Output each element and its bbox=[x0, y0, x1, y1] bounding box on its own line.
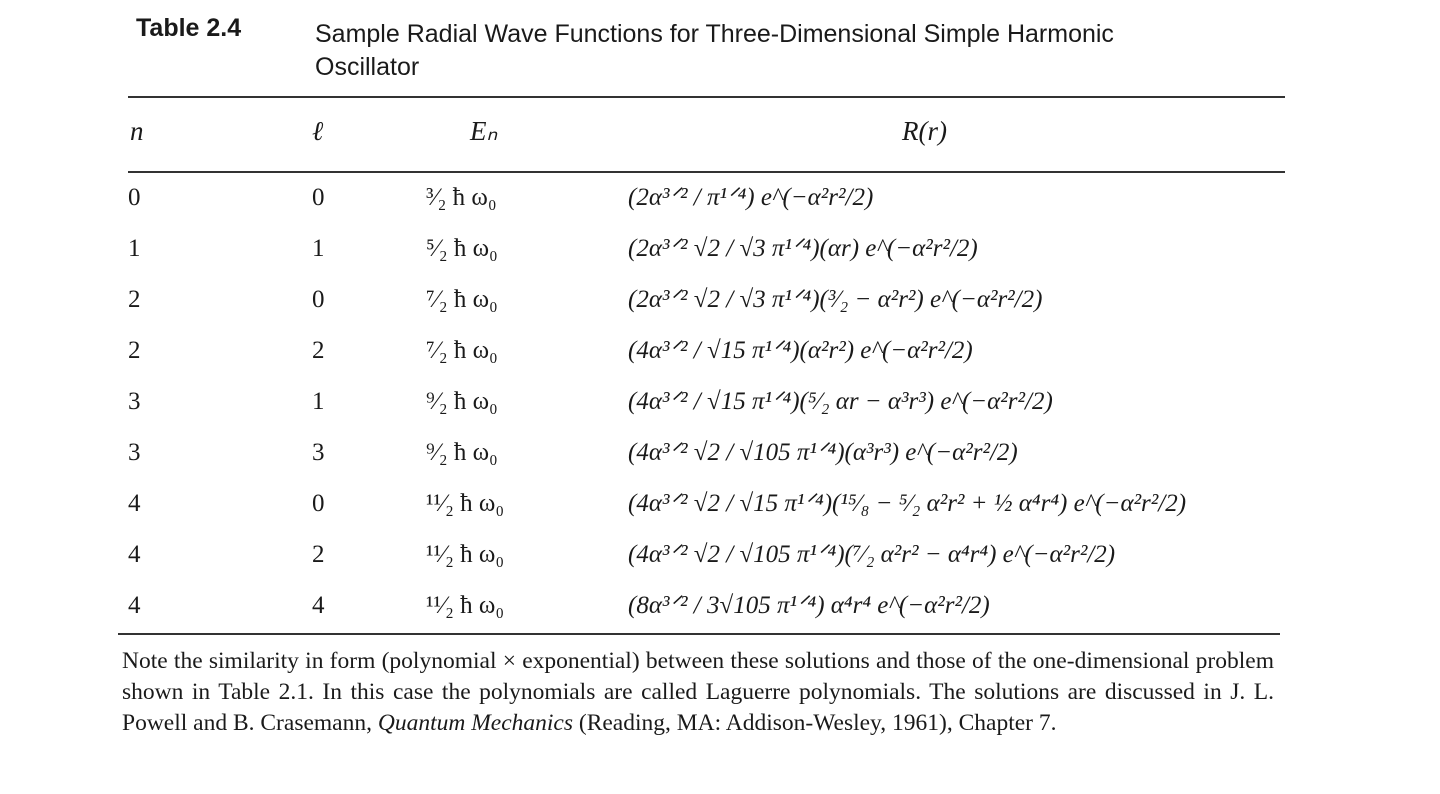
table-label: Table 2.4 bbox=[136, 14, 242, 42]
cell-l: 3 bbox=[312, 439, 325, 466]
note-book-title: Quantum Mechanics bbox=[377, 710, 573, 736]
cell-energy: ¹¹⁄₂ ħ ω₀ bbox=[426, 490, 505, 517]
cell-n: 3 bbox=[128, 439, 141, 466]
cell-energy: ¹¹⁄₂ ħ ω₀ bbox=[426, 592, 505, 619]
table-note bbox=[122, 646, 1274, 739]
top-rule bbox=[128, 96, 1285, 98]
cell-energy: ³⁄₂ ħ ω₀ bbox=[426, 184, 497, 211]
cell-n: 2 bbox=[128, 286, 141, 313]
header-l: ℓ bbox=[312, 116, 324, 146]
cell-l: 1 bbox=[312, 388, 325, 415]
note-tail: (Reading, MA: Addison-Wesley, 1961), Chapter 7. bbox=[573, 710, 1057, 736]
bottom-rule bbox=[118, 633, 1280, 635]
cell-radial-function: (4α³ᐟ² / √15 π¹ᐟ⁴)(⁵⁄₂ αr − α³r³) e^(−α²r²/2) bbox=[628, 388, 1053, 415]
cell-radial-function: (2α³ᐟ² √2 / √3 π¹ᐟ⁴)(³⁄₂ − α²r²) e^(−α²r²/2) bbox=[628, 286, 1043, 313]
cell-radial-function: (4α³ᐟ² √2 / √105 π¹ᐟ⁴)(α³r³) e^(−α²r²/2) bbox=[628, 439, 1018, 466]
cell-radial-function: (2α³ᐟ² √2 / √3 π¹ᐟ⁴)(αr) e^(−α²r²/2) bbox=[628, 235, 978, 262]
cell-energy: ⁹⁄₂ ħ ω₀ bbox=[426, 439, 498, 466]
cell-l: 0 bbox=[312, 286, 325, 313]
cell-l: 1 bbox=[312, 235, 325, 262]
cell-n: 3 bbox=[128, 388, 141, 415]
cell-n: 1 bbox=[128, 235, 141, 262]
cell-l: 2 bbox=[312, 541, 325, 568]
cell-l: 0 bbox=[312, 490, 325, 517]
cell-n: 4 bbox=[128, 541, 141, 568]
header-n: n bbox=[130, 116, 144, 146]
cell-radial-function: (2α³ᐟ² / π¹ᐟ⁴) e^(−α²r²/2) bbox=[628, 184, 874, 211]
cell-l: 2 bbox=[312, 337, 325, 364]
header-radial-function: R(r) bbox=[902, 116, 947, 146]
cell-radial-function: (4α³ᐟ² / √15 π¹ᐟ⁴)(α²r²) e^(−α²r²/2) bbox=[628, 337, 973, 364]
cell-n: 2 bbox=[128, 337, 141, 364]
cell-n: 4 bbox=[128, 592, 141, 619]
cell-energy: ⁹⁄₂ ħ ω₀ bbox=[426, 388, 498, 415]
note-text: Note the similarity in form (polynomial × exponential) between these solutions and those of the one-dimensional problem shown in Table 2.1. In this case the polynomials are called Laguerre polynomials. The solutions are discussed in J. L. Powell and B. Crasemann, bbox=[122, 648, 1274, 736]
cell-radial-function: (4α³ᐟ² √2 / √15 π¹ᐟ⁴)(¹⁵⁄₈ − ⁵⁄₂ α²r² + ½ α⁴r⁴) e^(−α²r²/2) bbox=[628, 490, 1187, 517]
cell-n: 0 bbox=[128, 184, 141, 211]
header-rule bbox=[128, 171, 1285, 173]
cell-l: 4 bbox=[312, 592, 325, 619]
cell-radial-function: (8α³ᐟ² / 3√105 π¹ᐟ⁴) α⁴r⁴ e^(−α²r²/2) bbox=[628, 592, 990, 619]
cell-energy: ⁵⁄₂ ħ ω₀ bbox=[426, 235, 498, 262]
cell-n: 4 bbox=[128, 490, 141, 517]
cell-radial-function: (4α³ᐟ² √2 / √105 π¹ᐟ⁴)(⁷⁄₂ α²r² − α⁴r⁴) e^(−α²r²/2) bbox=[628, 541, 1116, 568]
cell-energy: ⁷⁄₂ ħ ω₀ bbox=[426, 337, 498, 364]
table-title: Sample Radial Wave Functions for Three-Dimensional Simple Harmonic Oscillator bbox=[315, 20, 1114, 81]
cell-l: 0 bbox=[312, 184, 325, 211]
header-energy: Eₙ bbox=[470, 116, 498, 146]
cell-energy: ¹¹⁄₂ ħ ω₀ bbox=[426, 541, 505, 568]
cell-energy: ⁷⁄₂ ħ ω₀ bbox=[426, 286, 498, 313]
